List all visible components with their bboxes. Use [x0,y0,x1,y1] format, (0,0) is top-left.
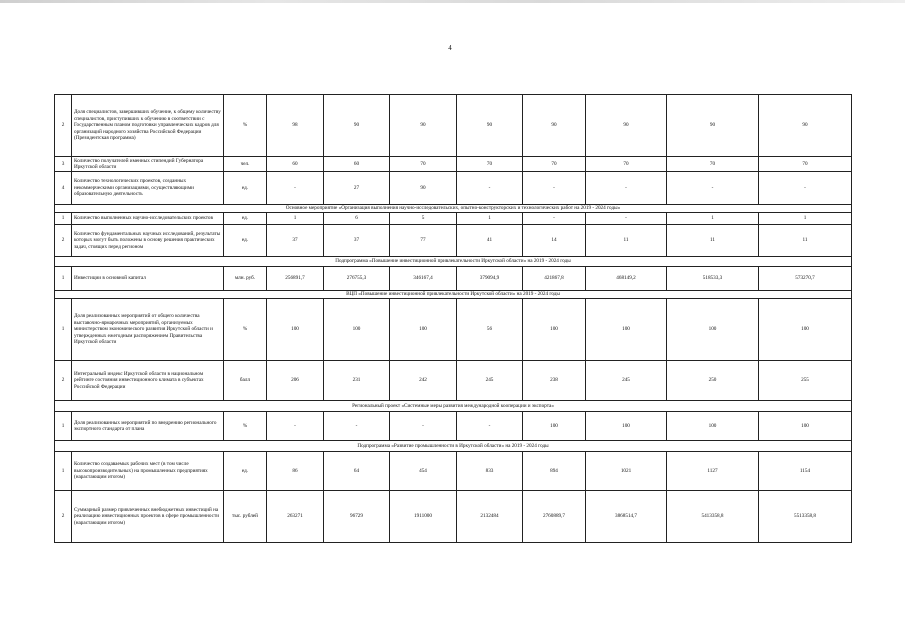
value-cell: 255 [759,361,852,401]
value-cell: 60 [267,157,324,172]
indicator-name: Количество выполненных научно-исследовательских проектов [72,213,224,225]
table-row [55,225,852,257]
value-cell: 60 [324,157,390,172]
table-row [55,95,852,157]
indicator-name: Количество создаваемых рабочих мест (в том числе высокопроизводительных) на промышленных предприятиях (нарастающим итогом) [72,452,224,491]
value-cell: 1154 [759,452,852,491]
unit-cell: балл [224,361,267,401]
value-cell: 242 [390,361,457,401]
indicator-name: Доля реализованных мероприятий от общего количества выставочно-ярмарочных мероприятий, организуемых министерством экономического развития Иркутской области и утвержденных ежегодным распоряжением Правительства Иркутской области [72,299,224,361]
value-cell: 100 [667,412,759,441]
row-number: 1 [55,267,72,291]
table-row [55,412,852,441]
value-cell: 468149,2 [586,267,667,291]
value-cell: 100 [523,412,586,441]
section-title: Основное мероприятие «Организация выполнения научно-исследовательских, опытно-конструкторских и технологических работ на 2019 - 2024 годы» [55,205,852,213]
value-cell: 263271 [267,491,324,543]
value-cell: 90 [523,95,586,157]
value-cell: 11 [759,225,852,257]
value-cell: 96729 [324,491,390,543]
value-cell: 1021 [586,452,667,491]
row-number: 2 [55,361,72,401]
value-cell: 100 [667,299,759,361]
value-cell: 379094,9 [457,267,523,291]
value-cell: 238 [523,361,586,401]
value-cell: - [267,172,324,205]
indicator-name: Суммарный размер привлеченных внебюджетных инвестиций на реализацию инвестиционных проектов в сфере промышленности (нарастающим итогом) [72,491,224,543]
value-cell: 100 [586,412,667,441]
value-cell: 70 [390,157,457,172]
section-header-row [55,441,852,452]
indicator-name: Количество технологических проектов, созданных некоммерческими организациями, осуществляющими образовательную деятельность [72,172,224,205]
indicator-name: Количество фундаментальных научных исследований, результаты которых могут быть положены в основу решения практических задач, стоящих перед регионом [72,225,224,257]
value-cell: 98 [267,95,324,157]
value-cell: - [457,412,523,441]
value-cell: 70 [523,157,586,172]
row-number: 1 [55,412,72,441]
value-cell: 37 [267,225,324,257]
section-title: Подпрограмма «Повышение инвестиционной привлекательности Иркутской области» на 2019 - 2024 годы [55,257,852,267]
value-cell: 100 [759,299,852,361]
value-cell: 100 [523,299,586,361]
value-cell: 346167,4 [390,267,457,291]
value-cell: 77 [390,225,457,257]
value-cell: 231 [324,361,390,401]
value-cell: - [324,412,390,441]
value-cell: 14 [523,225,586,257]
value-cell: 90 [390,172,457,205]
page-number: 4 [448,44,452,52]
value-cell: 90 [667,95,759,157]
unit-cell: ед. [224,172,267,205]
value-cell: 894 [523,452,586,491]
value-cell: - [267,412,324,441]
row-number: 2 [55,225,72,257]
table-row [55,361,852,401]
value-cell: 256891,7 [267,267,324,291]
value-cell: 1911000 [390,491,457,543]
value-cell: 90 [390,95,457,157]
value-cell: 70 [586,157,667,172]
value-cell: 100 [759,412,852,441]
table-row [55,491,852,543]
value-cell: 41 [457,225,523,257]
unit-cell: чел. [224,157,267,172]
row-number: 1 [55,452,72,491]
unit-cell: % [224,95,267,157]
value-cell: 70 [667,157,759,172]
table-row [55,299,852,361]
value-cell: 1127 [667,452,759,491]
unit-cell: ед. [224,225,267,257]
value-cell: - [390,412,457,441]
unit-cell: ед. [224,452,267,491]
value-cell: 37 [324,225,390,257]
table-row [55,172,852,205]
value-cell: 454 [390,452,457,491]
value-cell: 1 [267,213,324,225]
unit-cell: тыс. рублей [224,491,267,543]
value-cell: 56 [457,299,523,361]
section-title: ВЦП «Повышение инвестиционной привлекательности Иркутской области» на 2019 - 2024 годы [55,291,852,299]
value-cell: 70 [457,157,523,172]
value-cell: 1 [457,213,523,225]
row-number: 3 [55,157,72,172]
value-cell: 100 [390,299,457,361]
value-cell: - [457,172,523,205]
table-row [55,267,852,291]
value-cell: 573270,7 [759,267,852,291]
value-cell: - [586,213,667,225]
value-cell: 27 [324,172,390,205]
value-cell: 1 [667,213,759,225]
table-row [55,213,852,225]
value-cell: 11 [586,225,667,257]
value-cell: 2132484 [457,491,523,543]
section-title: Подпрограмма «Развитие промышленности в Иркутской области» на 2019 - 2024 годы [55,441,852,452]
unit-cell: ед. [224,213,267,225]
indicator-name: Доля реализованных мероприятий по внедрению регионального экспортного стандарта от плана [72,412,224,441]
value-cell: 206 [267,361,324,401]
value-cell: 64 [324,452,390,491]
section-header-row [55,257,852,267]
value-cell: - [523,213,586,225]
value-cell: 100 [267,299,324,361]
indicator-name: Интегральный индекс Иркутской области в национальном рейтинге состояния инвестиционного климата в субъектах Российской Федерации [72,361,224,401]
value-cell: 421867,8 [523,267,586,291]
value-cell: 1 [759,213,852,225]
value-cell: 70 [759,157,852,172]
indicator-name: Доля специалистов, завершивших обучение, к общему количеству специалистов, приступивших к обучению в соответствии с Государственным планом подготовки управленческих кадров для организаций народного хозяйства Российской Федерации (Президентская программа) [72,95,224,157]
value-cell: 245 [586,361,667,401]
row-number: 2 [55,95,72,157]
value-cell: 833 [457,452,523,491]
unit-cell: млн. руб. [224,267,267,291]
value-cell: 518533,3 [667,267,759,291]
table-row [55,452,852,491]
value-cell: 100 [586,299,667,361]
value-cell: 276755,3 [324,267,390,291]
value-cell: 100 [324,299,390,361]
value-cell: 2760889,7 [523,491,586,543]
value-cell: 86 [267,452,324,491]
value-cell: 90 [586,95,667,157]
unit-cell: % [224,299,267,361]
table-row [55,157,852,172]
value-cell: 250 [667,361,759,401]
row-number: 1 [55,299,72,361]
row-number: 4 [55,172,72,205]
value-cell: 11 [667,225,759,257]
value-cell: 5413358,8 [667,491,759,543]
value-cell: - [523,172,586,205]
section-header-row [55,205,852,213]
section-header-row [55,291,852,299]
row-number: 1 [55,213,72,225]
unit-cell: % [224,412,267,441]
value-cell: - [759,172,852,205]
value-cell: 90 [759,95,852,157]
value-cell: 5 [390,213,457,225]
scan-edge [0,0,905,3]
row-number: 2 [55,491,72,543]
value-cell: 245 [457,361,523,401]
value-cell: 6 [324,213,390,225]
value-cell: 90 [324,95,390,157]
value-cell: 90 [457,95,523,157]
indicator-name: Количество получателей именных стипендий Губернатора Иркутской области [72,157,224,172]
indicators-table [54,94,852,543]
value-cell: 5513358,8 [759,491,852,543]
value-cell: 3868514,7 [586,491,667,543]
indicator-name: Инвестиции в основной капитал [72,267,224,291]
section-title: Региональный проект «Системные меры развития международной кооперации и экспорта» [55,401,852,412]
table-body [55,95,852,543]
section-header-row [55,401,852,412]
value-cell: - [586,172,667,205]
value-cell: - [667,172,759,205]
